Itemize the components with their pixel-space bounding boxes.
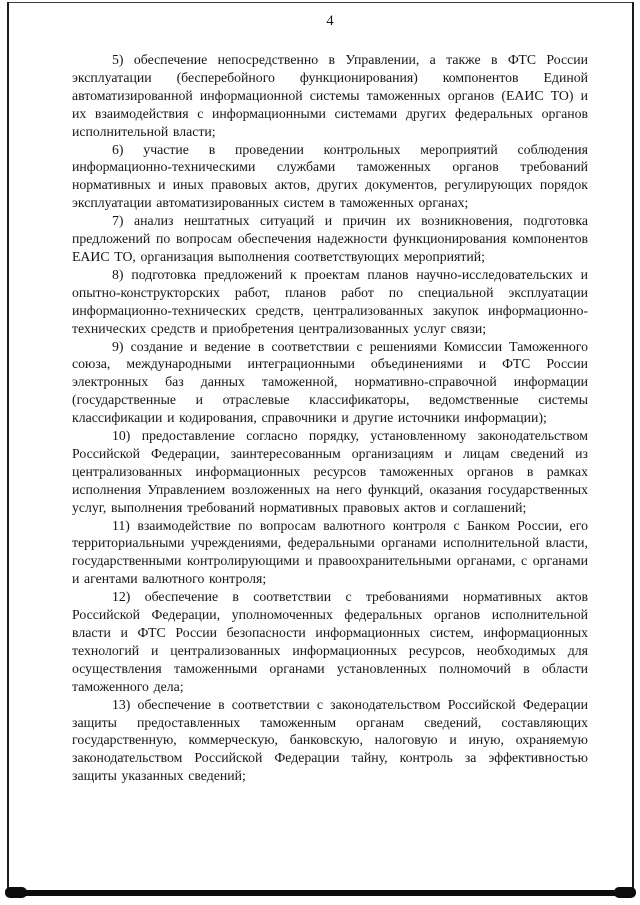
- list-item-7: [72, 212, 588, 266]
- item-text: анализ нештатных ситуаций и причин их возникновения, подготовка предложений по вопросам обеспечения надежности функционирования компонентов ЕАИС ТО, организация выполнения соответствующих мероприятий;: [72, 213, 589, 264]
- item-number: 10): [112, 428, 131, 444]
- scan-corner-mark-right: [614, 887, 636, 898]
- page-content: [72, 13, 588, 785]
- item-number: 13): [112, 696, 131, 712]
- page-border-right: [632, 2, 634, 894]
- item-text: обеспечение непосредственно в Управлении, а также в ФТС России эксплуатации (бесперебойного функционирования) компонентов Единой автоматизированной информационной системы таможенных органов (ЕАИС ТО) и их взаимодействия с информационными системами других федеральных органов исполнительной власти;: [72, 52, 588, 139]
- item-text: взаимодействие по вопросам валютного контроля с Банком России, его территориальными учреждениями, федеральными органами исполнительной власти, государственными контролирующими и правоохранительными органами, с органами и агентами валютного контроля;: [72, 517, 589, 587]
- item-number: 5): [112, 52, 124, 67]
- item-text: предоставление согласно порядку, установленному законодательством Российской Федерации, заинтересованным организациям и лицам сведений из централизованных информационных ресурсов таможенных органов в рамках исполнения Управлением возложенных на него функций, оказания государственных услуг, выполнения требований нормативных правовых актов и соглашений;: [72, 428, 588, 515]
- item-text: участие в проведении контрольных мероприятий соблюдения информационно-техническими службами таможенных органов требований нормативных и иных правовых актов, других документов, регулирующих порядок эксплуатации автоматизированных систем в таможенных органах;: [72, 141, 588, 211]
- page-border-left: [7, 2, 9, 894]
- item-number: 8): [112, 266, 124, 282]
- list-item-8: [72, 266, 588, 338]
- item-text: создание и ведение в соответствии с решениями Комиссии Таможенного союза, международными интеграционными объединениями и ФТС России электронных баз данных таможенной, нормативно-справочной информации (государственные и отраслевые классификаторы, ведомственные системы классификации и кодирования, справочники и другие источники информации);: [72, 338, 589, 426]
- page-number: 4: [326, 13, 334, 29]
- list-item-13: [72, 696, 588, 786]
- scan-corner-mark-left: [5, 887, 27, 898]
- item-text: обеспечение в соответствии с требованиями нормативных актов Российской Федерации, уполномоченных федеральных органов исполнительной власти и ФТС России безопасности информационных систем, информационных технологий и централизованных информационных ресурсов, необходимых для осуществления таможенными органами установленных полномочий в области таможенного дела;: [72, 589, 588, 694]
- list-item-11: [72, 517, 588, 589]
- item-text: обеспечение в соответствии с законодательством Российской Федерации защиты предоставленных таможенным органам сведений, составляющих государственную, коммерческую, банковскую, налоговую и иную, охраняемую законодательством Российской Федерации тайну, контроль за эффективностью защиты указанных сведений;: [72, 696, 588, 784]
- item-number: 12): [112, 589, 131, 605]
- list-item-5: [72, 51, 588, 141]
- list-item-10: [72, 427, 588, 517]
- list-item-12: [72, 588, 588, 695]
- page-border-bottom: [6, 890, 635, 896]
- item-number: 6): [112, 141, 124, 157]
- list-item-6: [72, 141, 588, 213]
- item-number: 9): [112, 338, 124, 354]
- item-number: 11): [112, 517, 130, 533]
- item-text: подготовка предложений к проектам планов научно-исследовательских и опытно-конструкторских работ, планов работ по специальной эксплуатации информационно-технических средств, централизованных закупок информационно-технических средств и приобретения централизованных услуг связи;: [72, 266, 588, 336]
- list-item-9: [72, 338, 588, 428]
- item-number: 7): [112, 213, 124, 229]
- page-border-top: [7, 2, 634, 3]
